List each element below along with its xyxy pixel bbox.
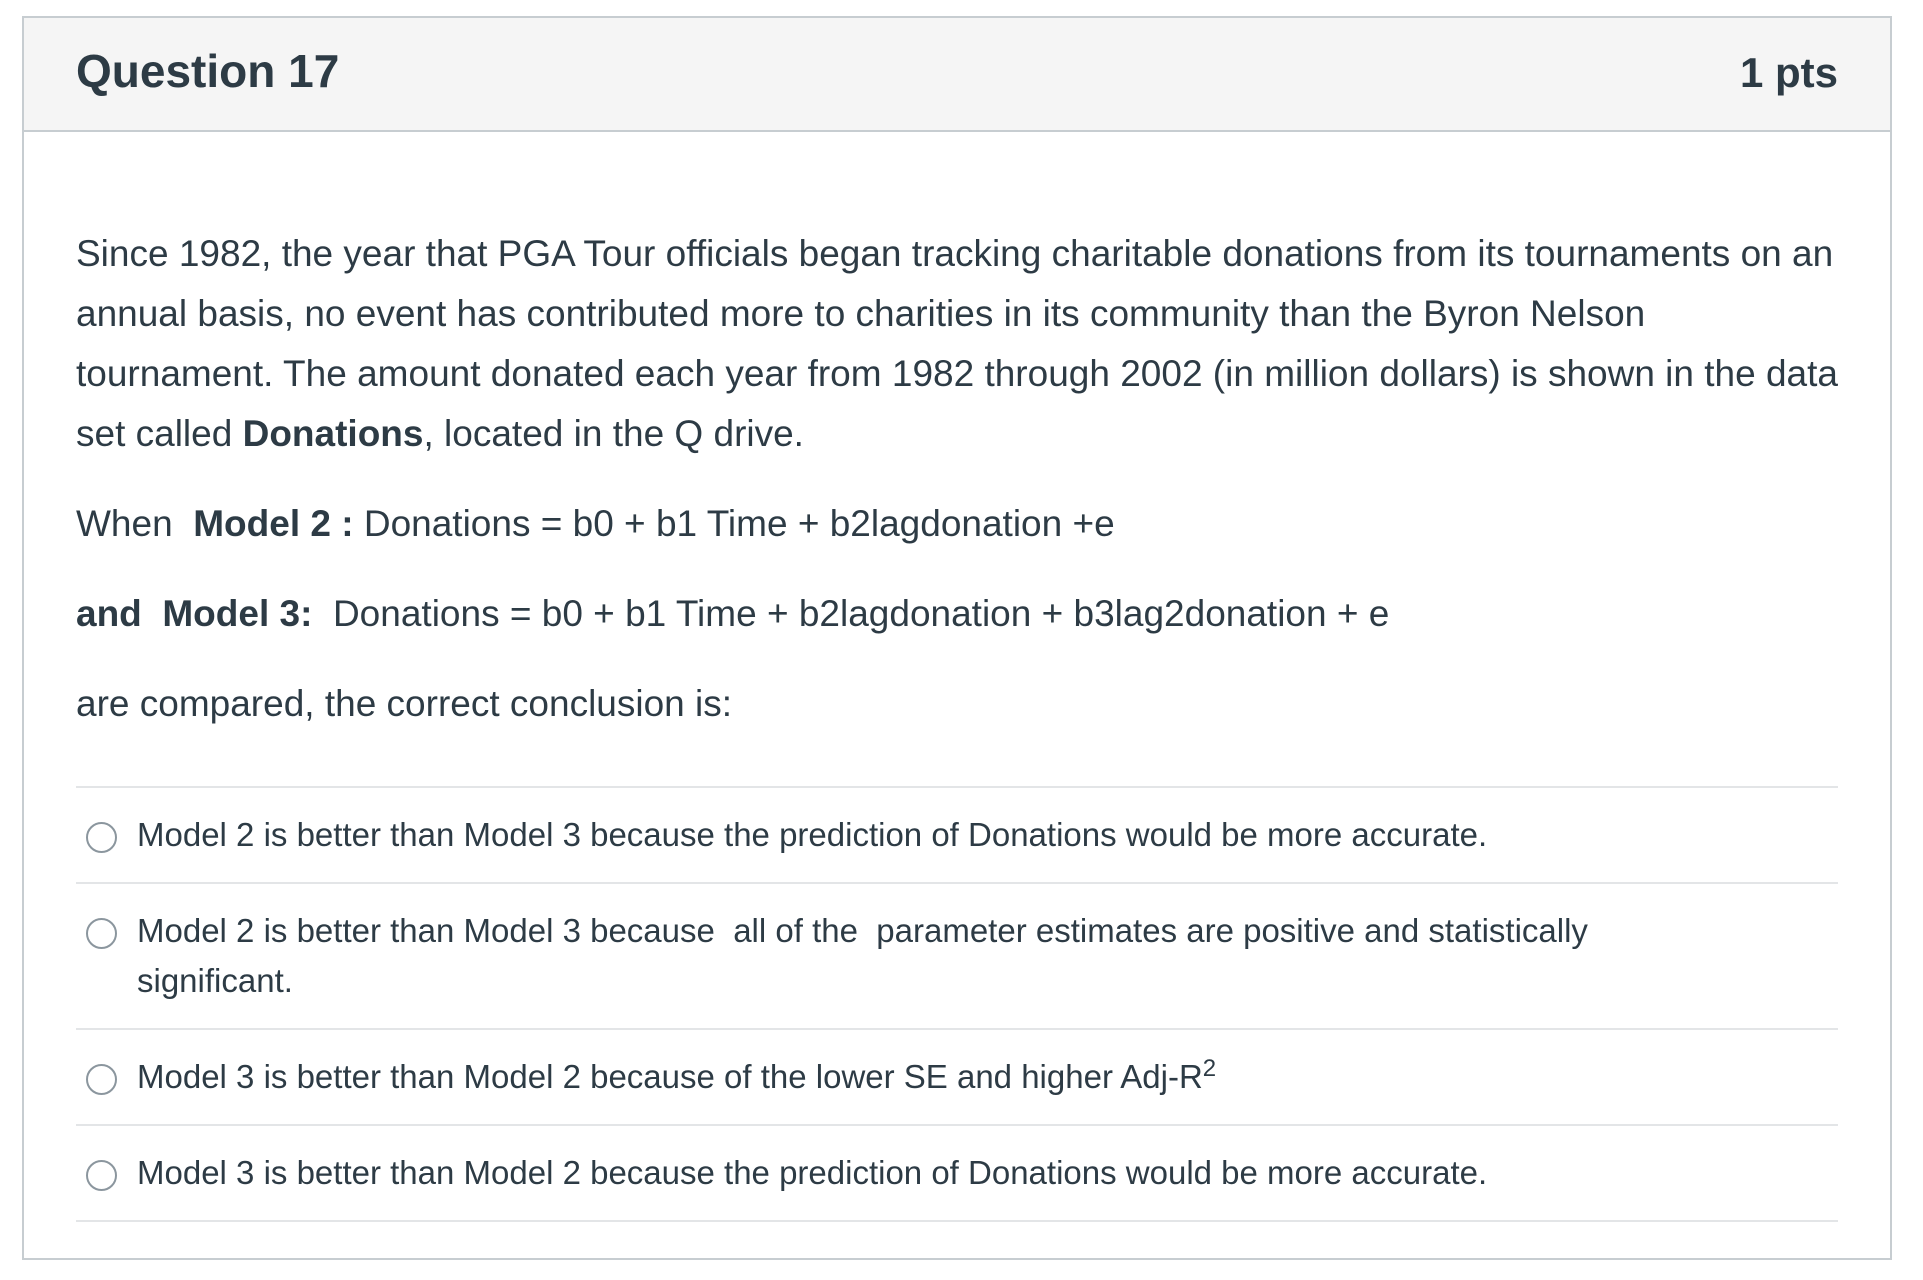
answer-text: Model 3 is better than Model 2 because the prediction of Donations would be more accurate. [137, 1154, 1488, 1191]
question-points: 1 pts [1739, 49, 1838, 96]
radio-button[interactable] [86, 918, 117, 949]
model-3-line [76, 584, 1838, 644]
question-title: Question 17 [76, 45, 340, 97]
answer-text: Model 2 is better than Model 3 because the prediction of Donations would be more accurate. [137, 816, 1488, 853]
answer-label[interactable] [137, 1052, 1687, 1102]
question-header [24, 18, 1890, 132]
answer-text: Model 2 is better than Model 3 because all of the parameter estimates are positive and statistically significant. [137, 912, 1598, 999]
model-2-equation: Donations = b0 + b1 Time + b2lagdonation +e [353, 503, 1115, 544]
model-3-label: and Model 3: [76, 593, 313, 634]
answer-text: Model 3 is better than Model 2 because of the lower SE and higher Adj-R [137, 1058, 1203, 1095]
radio-button[interactable] [86, 822, 117, 853]
model-3-equation: Donations = b0 + b1 Time + b2lagdonation + b3lag2donation + e [312, 593, 1390, 634]
model-2-lead: When [76, 503, 194, 544]
model-2-line [76, 494, 1838, 554]
answer-label[interactable] [137, 810, 1687, 860]
intro-text-end: , located in the Q drive. [423, 413, 804, 454]
question-card [22, 16, 1892, 1260]
radio-button[interactable] [86, 1160, 117, 1191]
question-body [24, 132, 1890, 1222]
answer-option-4[interactable] [76, 1126, 1838, 1222]
dataset-name: Donations [242, 413, 424, 454]
answer-option-3[interactable] [76, 1030, 1838, 1126]
superscript-2: 2 [1202, 1055, 1217, 1082]
question-prompt: are compared, the correct conclusion is: [76, 683, 733, 724]
question-paragraph-intro [76, 224, 1838, 464]
model-2-label: Model 2 : [193, 503, 354, 544]
answer-option-2[interactable] [76, 884, 1838, 1030]
answer-label[interactable] [137, 1148, 1687, 1198]
radio-button[interactable] [86, 1064, 117, 1095]
intro-text: Since 1982, the year that PGA Tour officials began tracking charitable donations from its tournaments on an annual basis, no event has contributed more to charities in its community than the Byron Nelson tournament. The amount donated each year from 1982 through 2002 (in million dollars) is shown in the data set called [76, 233, 1838, 454]
answer-option-1[interactable] [76, 788, 1838, 884]
answer-label[interactable] [137, 906, 1687, 1006]
question-text [76, 224, 1838, 734]
answer-list [76, 786, 1838, 1222]
